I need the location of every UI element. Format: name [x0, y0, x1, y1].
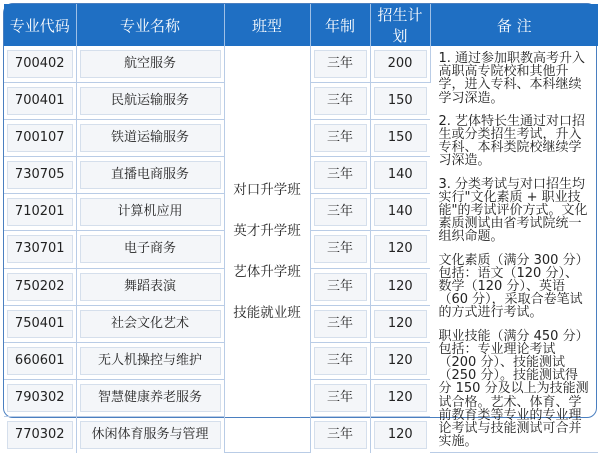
major-code: 700107 [7, 124, 73, 152]
plan-value: 150 [374, 124, 428, 152]
years-value: 三年 [314, 50, 367, 78]
plan-value: 120 [374, 235, 428, 263]
class-type-item: 艺体升学班 [233, 263, 301, 280]
major-name: 计算机应用 [80, 198, 221, 226]
years-value: 三年 [314, 124, 367, 152]
years-value: 三年 [314, 347, 367, 375]
years-value: 三年 [314, 198, 367, 226]
major-code: 750202 [7, 273, 73, 301]
years-value: 三年 [314, 421, 367, 449]
skill-title: 职业技能（满分 450 分） [438, 328, 589, 344]
years-value: 三年 [314, 235, 367, 263]
major-name: 民航运输服务 [80, 87, 221, 115]
notes-cell [430, 46, 598, 453]
skill-body: 包括：专业理论考试（200 分）、技能测试（250 分）。技能测试得分 150 分及以上为技能测试合格。艺术、体育、学前教育类等专业的专业理论考试与技能测试可合并实施。 [438, 341, 589, 450]
plan-value: 120 [374, 347, 428, 375]
years-value: 三年 [314, 310, 367, 338]
major-name: 电子商务 [80, 235, 221, 263]
years-value: 三年 [314, 384, 367, 412]
major-code: 660601 [7, 347, 73, 375]
class-type-item: 对口升学班 [233, 181, 301, 198]
header-years: 年制 [310, 4, 370, 46]
plan-value: 120 [374, 273, 428, 301]
major-name: 铁道运输服务 [80, 124, 221, 152]
header-major-name: 专业名称 [76, 4, 224, 46]
major-code: 710201 [7, 198, 73, 226]
plan-value: 120 [374, 384, 428, 412]
header-class-type: 班型 [224, 4, 310, 46]
header-major-code: 专业代码 [4, 4, 76, 46]
major-code: 700401 [7, 87, 73, 115]
class-type-item: 技能就业班 [233, 304, 301, 321]
plan-value: 140 [374, 198, 428, 226]
major-name: 航空服务 [80, 50, 221, 78]
header-notes: 备 注 [430, 4, 598, 46]
class-type-list [225, 178, 310, 321]
major-code: 700402 [7, 50, 73, 78]
major-name: 社会文化艺术 [80, 310, 221, 338]
enrollment-plan-table-frame [3, 3, 597, 450]
plan-value: 200 [374, 50, 427, 78]
plan-value: 120 [374, 310, 428, 338]
major-name: 休闲体育服务与管理 [80, 421, 221, 449]
header-enrollment-plan: 招生计划 [370, 4, 430, 46]
years-value: 三年 [314, 161, 367, 189]
plan-value: 140 [374, 161, 428, 189]
years-value: 三年 [314, 87, 367, 115]
major-name: 智慧健康养老服务 [80, 384, 221, 412]
major-name: 舞蹈表演 [80, 273, 221, 301]
table-row [4, 46, 598, 83]
enrollment-plan-table [4, 4, 598, 453]
class-type-item: 英才升学班 [233, 222, 301, 239]
major-code: 770302 [7, 421, 73, 449]
major-code: 790302 [7, 384, 73, 412]
plan-value: 150 [374, 87, 428, 115]
major-name: 直播电商服务 [80, 161, 221, 189]
plan-value: 120 [374, 421, 428, 449]
note-1: 1. 通过参加职教高考升入高职高专院校和其他升学，进入专科、本科继续学习深造。 [438, 51, 586, 106]
major-code: 750401 [7, 310, 73, 338]
major-code: 730701 [7, 235, 73, 263]
culture-title: 文化素质（满分 300 分） [438, 252, 589, 268]
years-value: 三年 [314, 273, 367, 301]
class-type-cell [224, 46, 310, 453]
table-header-row [4, 4, 598, 46]
culture-body: 包括：语文（120 分）、数学（120 分）、英语（60 分），采取合卷笔试的方式进行考试。 [438, 265, 583, 321]
major-name: 无人机操控与维护 [80, 347, 221, 375]
note-2: 2. 艺体特长生通过对口招生或分类招生考试，升入专科、本科类院校继续学习深造。 [438, 113, 586, 169]
major-code: 730705 [7, 161, 73, 189]
note-3: 3. 分类考试与对口招生均实行"文化素质 + 职业技能"的考试评价方式。文化素质测试由省考试院统一组织命题。 [438, 176, 588, 245]
